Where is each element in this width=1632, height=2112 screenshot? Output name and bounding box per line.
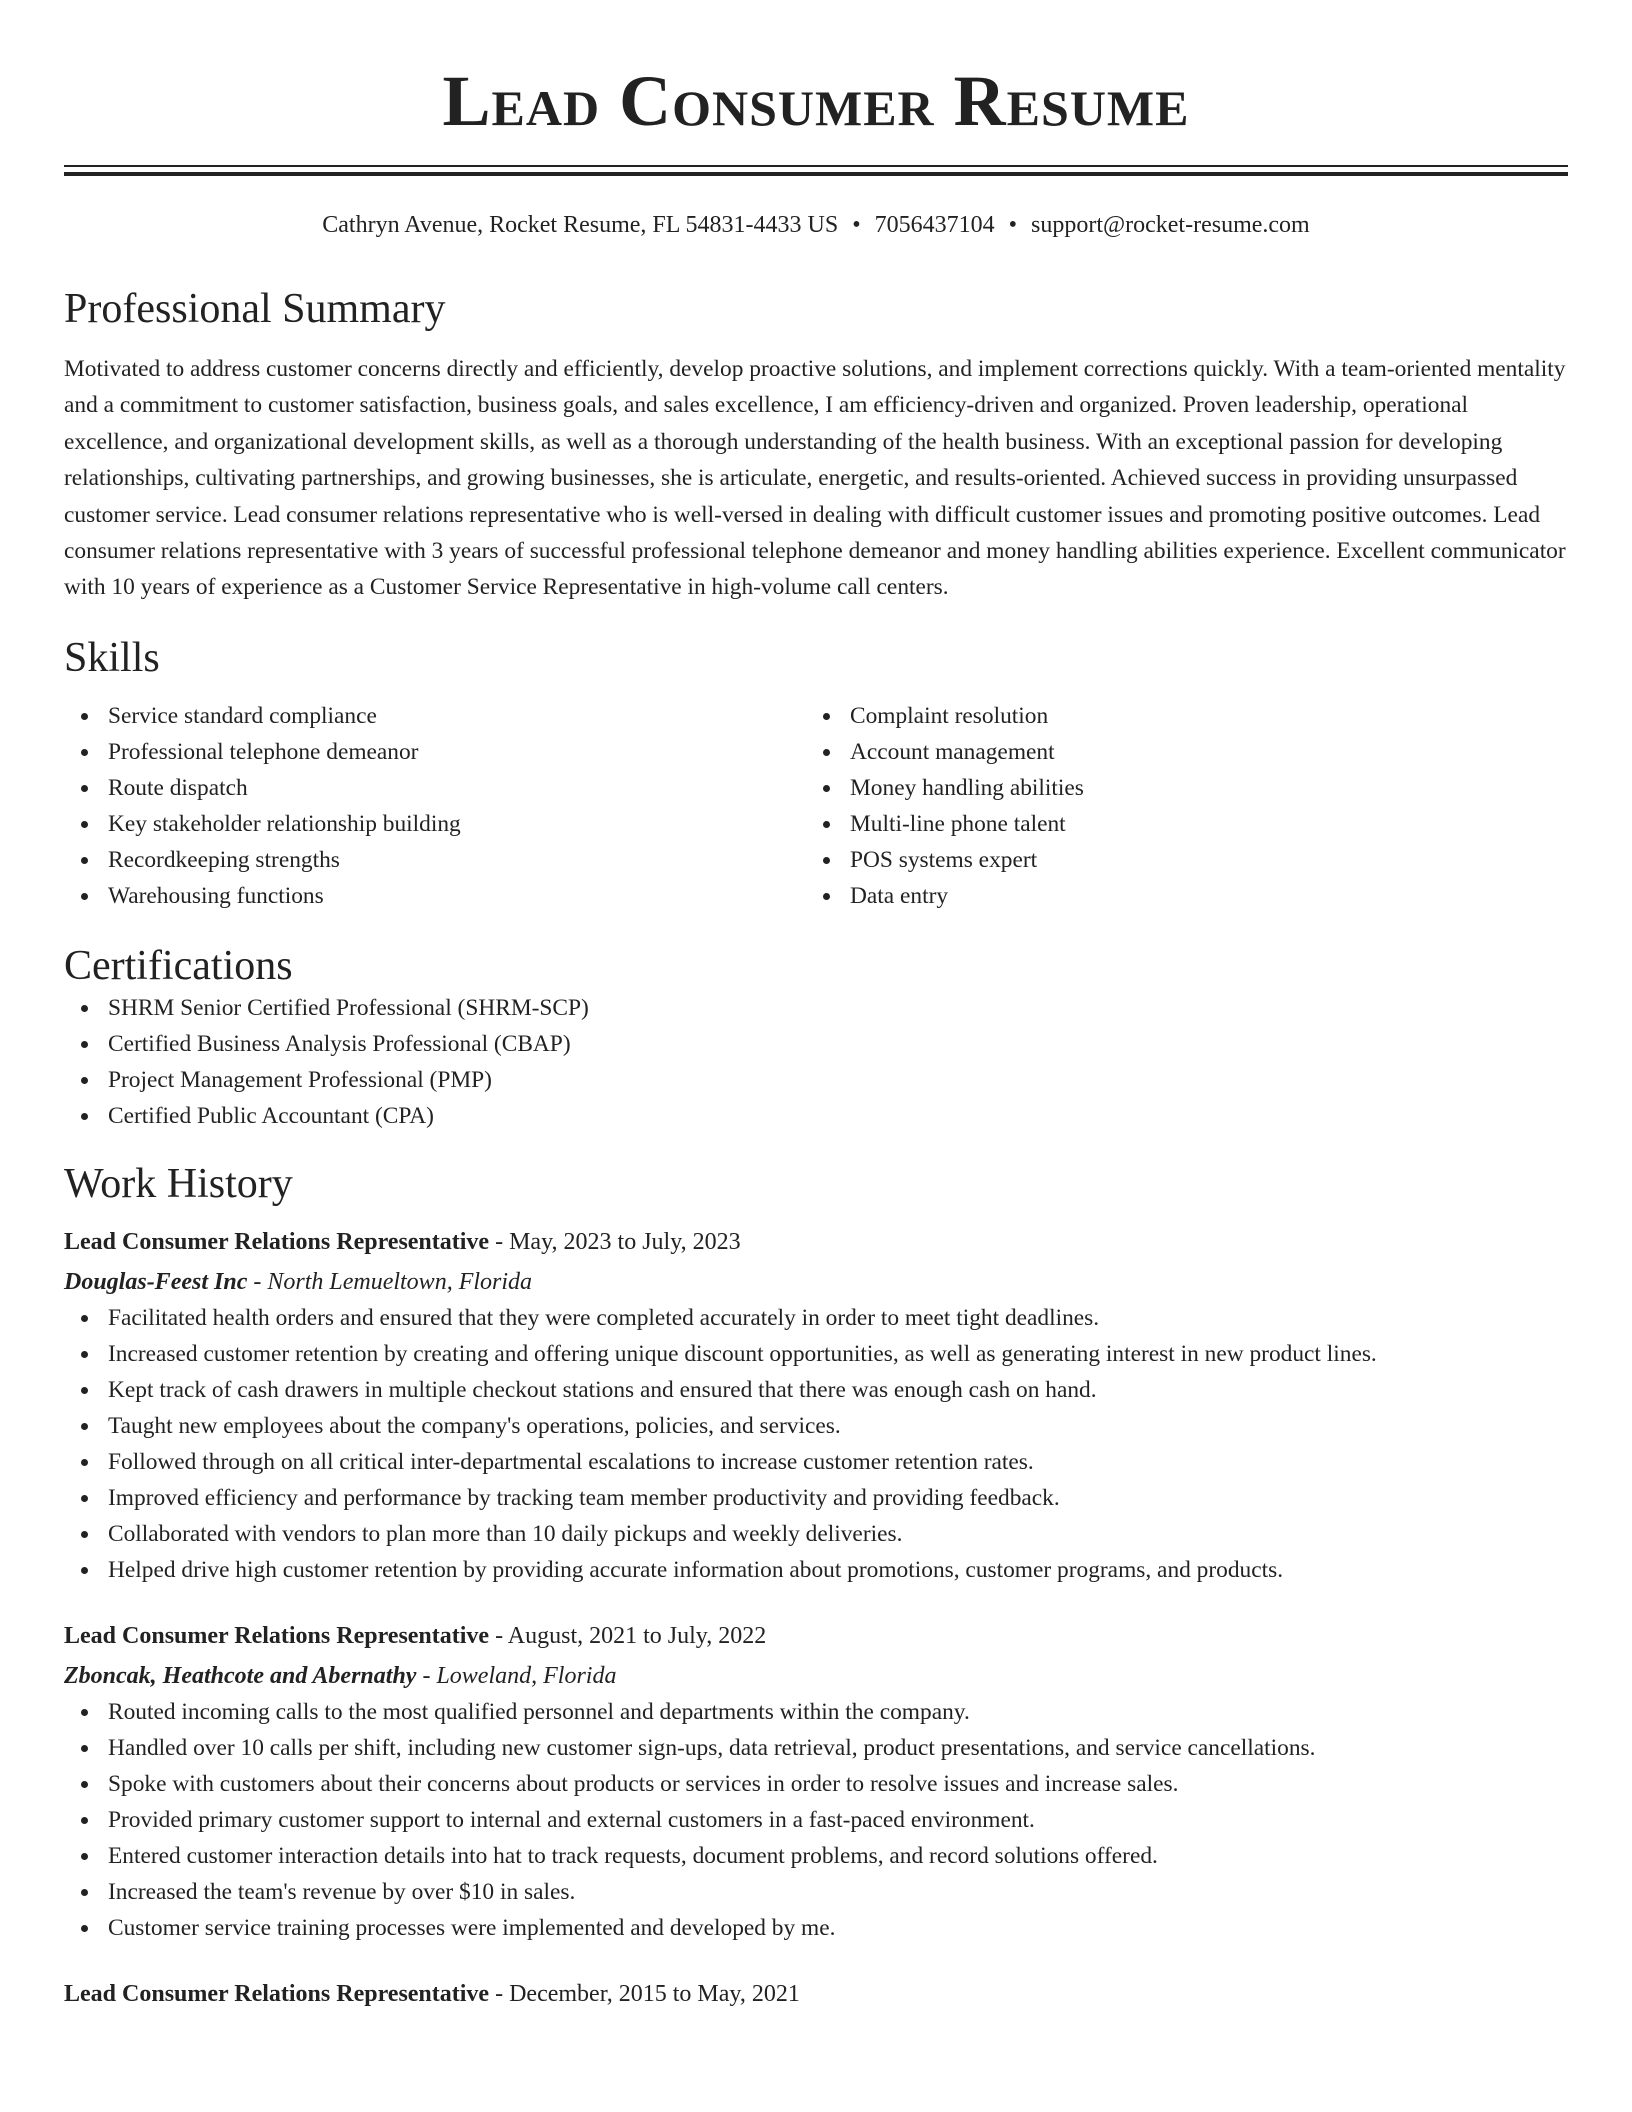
skill-item: Multi-line phone talent <box>806 806 1548 842</box>
skills-list-right <box>806 698 1548 914</box>
job-dates: December, 2015 to May, 2021 <box>509 1980 800 2007</box>
job-company: Douglas-Feest Inc <box>64 1268 248 1295</box>
skills-column-left <box>64 698 806 914</box>
job-duty-item: Collaborated with vendors to plan more than 10 daily pickups and weekly deliveries. <box>64 1516 1568 1552</box>
section-heading-work-history: Work History <box>64 1160 293 1207</box>
skill-item: Complaint resolution <box>806 698 1548 734</box>
skill-item: Key stakeholder relationship building <box>64 806 806 842</box>
section-heading-summary: Professional Summary <box>64 286 446 332</box>
job-duty-item: Helped drive high customer retention by providing accurate information about promotions, customer programs, and products. <box>64 1552 1568 1588</box>
job-duty-item: Increased the team's revenue by over $10 in sales. <box>64 1874 1568 1910</box>
job-dash: - <box>489 1228 510 1255</box>
contact-email: support@rocket-resume.com <box>1031 212 1310 238</box>
job-entry <box>64 1618 1568 1946</box>
job-duty-item: Improved efficiency and performance by tracking team member productivity and providing feedback. <box>64 1480 1568 1516</box>
section-heading-certifications: Certifications <box>64 942 293 989</box>
contact-separator: • <box>852 212 861 238</box>
section-heading-skills: Skills <box>64 634 160 681</box>
skills-grid <box>64 698 1568 914</box>
job-duties-list <box>64 1694 1568 1946</box>
skill-item: Professional telephone demeanor <box>64 734 806 770</box>
job-location: Loweland, Florida <box>436 1662 617 1689</box>
job-dates: May, 2023 to July, 2023 <box>509 1228 741 1255</box>
skill-item: Data entry <box>806 878 1548 914</box>
job-dash: - <box>489 1980 510 2007</box>
skill-item: Money handling abilities <box>806 770 1548 806</box>
job-company: Zboncak, Heathcote and Abernathy <box>64 1662 417 1689</box>
job-company-line <box>64 1658 1568 1694</box>
job-duty-item: Taught new employees about the company's operations, policies, and services. <box>64 1408 1568 1444</box>
job-duties-list <box>64 1300 1568 1588</box>
job-duty-item: Handled over 10 calls per shift, including new customer sign-ups, data retrieval, product presentations, and service cancellations. <box>64 1730 1568 1766</box>
job-duty-item: Entered customer interaction details into hat to track requests, document problems, and record solutions offered. <box>64 1838 1568 1874</box>
job-company-line <box>64 1264 1568 1300</box>
skill-item: Warehousing functions <box>64 878 806 914</box>
contact-line <box>64 209 1568 241</box>
job-duty-item: Facilitated health orders and ensured that they were completed accurately in order to meet tight deadlines. <box>64 1300 1568 1336</box>
job-entry <box>64 1224 1568 1588</box>
job-title-line <box>64 1618 1568 1654</box>
divider-thin-line <box>64 165 1568 167</box>
job-dash: - <box>489 1622 508 1649</box>
skill-item: Route dispatch <box>64 770 806 806</box>
job-duty-item: Routed incoming calls to the most qualified personnel and departments within the company. <box>64 1694 1568 1730</box>
job-title: Lead Consumer Relations Representative <box>64 1980 490 2007</box>
job-duty-item: Provided primary customer support to internal and external customers in a fast-paced environment. <box>64 1802 1568 1838</box>
job-entry <box>64 1976 1568 2012</box>
certification-item: Project Management Professional (PMP) <box>64 1062 1568 1098</box>
contact-separator: • <box>1008 212 1018 238</box>
certification-item: Certified Public Accountant (CPA) <box>64 1098 1568 1134</box>
job-duty-item: Kept track of cash drawers in multiple checkout stations and ensured that there was enough cash on hand. <box>64 1372 1568 1408</box>
job-duty-item: Customer service training processes were implemented and developed by me. <box>64 1910 1568 1946</box>
skill-item: POS systems expert <box>806 842 1548 878</box>
skill-item: Service standard compliance <box>64 698 806 734</box>
job-location: North Lemueltown, Florida <box>267 1268 533 1295</box>
skill-item: Recordkeeping strengths <box>64 842 806 878</box>
skills-list-left <box>64 698 806 914</box>
divider-thick-line <box>64 172 1568 176</box>
job-title: Lead Consumer Relations Representative <box>64 1228 490 1255</box>
job-title: Lead Consumer Relations Representative <box>64 1622 490 1649</box>
job-dates: August, 2021 to July, 2022 <box>507 1622 767 1649</box>
job-duty-item: Spoke with customers about their concerns about products or services in order to resolve issues and increase sales. <box>64 1766 1568 1802</box>
certification-item: SHRM Senior Certified Professional (SHRM-SCP) <box>64 990 1568 1026</box>
job-title-line <box>64 1976 1568 2012</box>
certification-item: Certified Business Analysis Professional (CBAP) <box>64 1026 1568 1062</box>
job-duty-item: Increased customer retention by creating and offering unique discount opportunities, as well as generating interest in new product lines. <box>64 1336 1568 1372</box>
certifications-list <box>64 990 1568 1134</box>
job-dash: - <box>247 1268 268 1295</box>
job-title-line <box>64 1224 1568 1260</box>
contact-address: Cathryn Avenue, Rocket Resume, FL 54831-4433 US <box>322 212 839 238</box>
job-duty-item: Followed through on all critical inter-departmental escalations to increase customer retention rates. <box>64 1444 1568 1480</box>
title-divider <box>64 165 1568 176</box>
skill-item: Account management <box>806 734 1548 770</box>
summary-paragraph: Motivated to address customer concerns directly and efficiently, develop proactive solutions, and implement corrections quickly. With a team-oriented mentality and a commitment to customer satisfaction, business goals, and sales excellence, I am efficiency-driven and organized. Proven leadership, operational excellence, and organizational development skills, as well as a thorough understanding of the health business. With an exceptional passion for developing relationships, cultivating partnerships, and growing businesses, she is articulate, energetic, and results-oriented. Achieved success in providing unsurpassed customer service. Lead consumer relations representative who is well-versed in dealing with difficult customer issues and promoting positive outcomes. Lead consumer relations representative with 3 years of successful professional telephone demeanor and money handling abilities experience. Excellent communicator with 10 years of experience as a Customer Service Representative in high-volume call centers. <box>64 356 1566 601</box>
resume-title: Lead Consumer Resume <box>442 61 1190 141</box>
contact-phone: 7056437104 <box>874 212 995 238</box>
job-dash: - <box>416 1662 437 1689</box>
skills-column-right <box>806 698 1548 914</box>
